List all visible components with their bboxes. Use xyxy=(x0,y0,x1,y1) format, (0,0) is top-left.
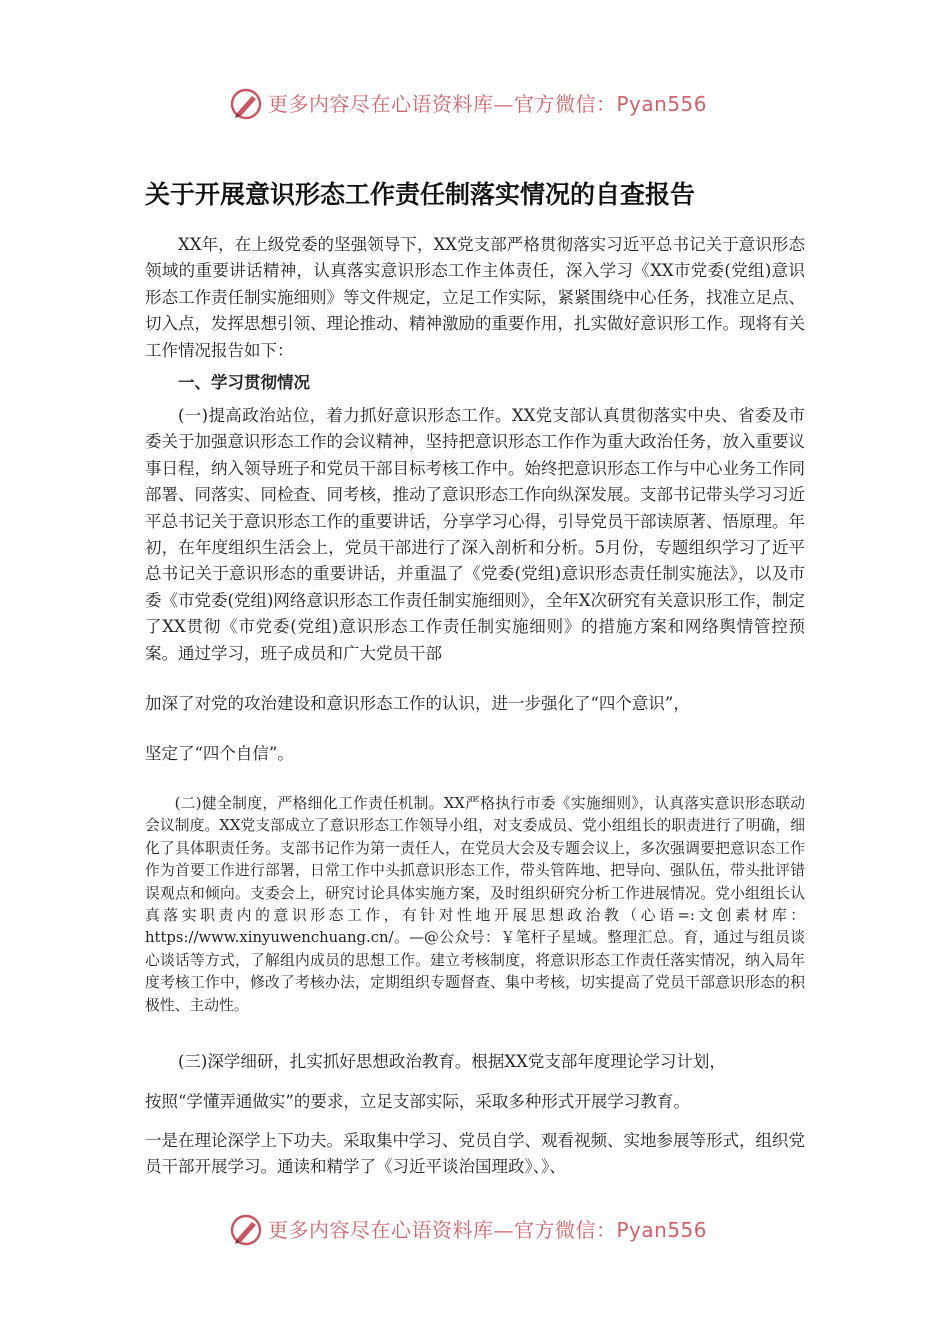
pen-circle-logo-icon xyxy=(228,1212,264,1248)
banner-message: 更多内容尽在心语资料库—官方微信： xyxy=(268,1218,617,1242)
paragraph-1-line-2: 加深了对党的攻治建设和意识形态工作的认识，进一步强化了“四个意识”， xyxy=(145,694,690,713)
pen-circle-logo-icon xyxy=(228,86,264,122)
banner-wechat-id: Pyan556 xyxy=(616,1218,708,1242)
banner-text xyxy=(268,90,707,118)
banner-wechat-id: Pyan556 xyxy=(616,92,708,116)
intro-paragraph: XX年，在上级党委的坚强领导下，XX党支部严格贯彻落实习近平总书记关于意识形态领域的重要讲话精神，认真落实意识形态工作主体责任，深入学习《XX市党委(党组)意识形态工作责任制实施细则》等文件规定，立足工作实际，紧紧围绕中心任务，找准立足点、切入点，发挥思想引领、理论推动、精神激励的重要作用，扎实做好意识形工作。现将有关工作情况报告如下： xyxy=(145,235,805,360)
paragraph-4: 一是在理论深学上下功夫。采取集中学习、党员自学、观看视频、实地参展等形式，组织党员干部开展学习。通读和精学了《习近平谈治国理政》、》、 xyxy=(145,1131,805,1177)
paragraph-2: (二)健全制度，严格细化工作责任机制。XX严格执行市委《实施细则》，认真落实意识形态联动会议制度。XX党支部成立了意识形态工作领导小组，对支委成员、党小组组长的职责进行了明确，细化了具体职责任务。支部书记作为第一责任人，在党员大会及专题会议上，多次强调要把意识态工作作为首要工作进行部署，日常工作中头抓意识形态工作，带头管阵地、把导向、强队伍，带头批评错误观点和倾向。支委会上，研究讨论具体实施方案，及时组织研究分析工作进展情况。党小组组长认真落实职责内的意识形态工作，有针对性地开展思想政治教（心语=:文创素材库：https://www.xinyuwenchuang.cn/。—@公众号：￥笔杆子星域。整理汇总。育，通过与组员谈心谈话等方式，了解组内成员的思想工作。建立考核制度，将意识形态工作责任落实情况，纳入局年度考核工作中，修改了考核办法，定期组织专题督查、集中考核，切实提高了党员干部意识形态的积极性、主动性。 xyxy=(145,795,805,1014)
banner-text xyxy=(268,1216,707,1244)
top-watermark-banner xyxy=(0,82,950,126)
section-heading-1: 一、学习贯彻情况 xyxy=(178,373,310,392)
paragraph-3-line-2: 按照“学懂弄通做实”的要求，立足支部实际，采取多种形式开展学习教育。 xyxy=(145,1092,690,1111)
banner-message: 更多内容尽在心语资料库—官方微信： xyxy=(268,92,617,116)
document-title: 关于开展意识形态工作责任制落实情况的自查报告 xyxy=(145,180,696,209)
bottom-watermark-banner xyxy=(0,1208,950,1252)
paragraph-3-line-1: (三)深学细研，扎实抓好思想政治教育。根据XX党支部年度理论学习计划， xyxy=(178,1052,726,1071)
paragraph-1-line-3: 坚定了“四个自信”。 xyxy=(145,744,294,763)
paragraph-1: (一)提高政治站位，着力抓好意识形态工作。XX党支部认真贯彻落实中央、省委及市委关于加强意识形态工作的会议精神，坚持把意识形态工作作为重大政治任务，放入重要议事日程，纳入领导班子和党员干部目标考核工作中。始终把意识形态工作与中心业务工作同部署、同落实、同检查、同考核，推动了意识形态工作向纵深发展。支部书记带头学习习近平总书记关于意识形态工作的重要讲话，分享学习心得，引导党员干部读原著、悟原理。年初，在年度组织生活会上，党员干部进行了深入剖析和分析。5月份，专题组织学习了近平总书记关于意识形态的重要讲话，并重温了《党委(党组)意识形态责任制实施法》，以及市委《市党委(党组)网络意识形态工作责任制实施细则》，全年X次研究有关意识形工作，制定了XX贯彻《市党委(党组)意识形态工作责任制实施细则》的措施方案和网络舆情管控预案。通过学习，班子成员和广大党员干部 xyxy=(145,406,805,663)
